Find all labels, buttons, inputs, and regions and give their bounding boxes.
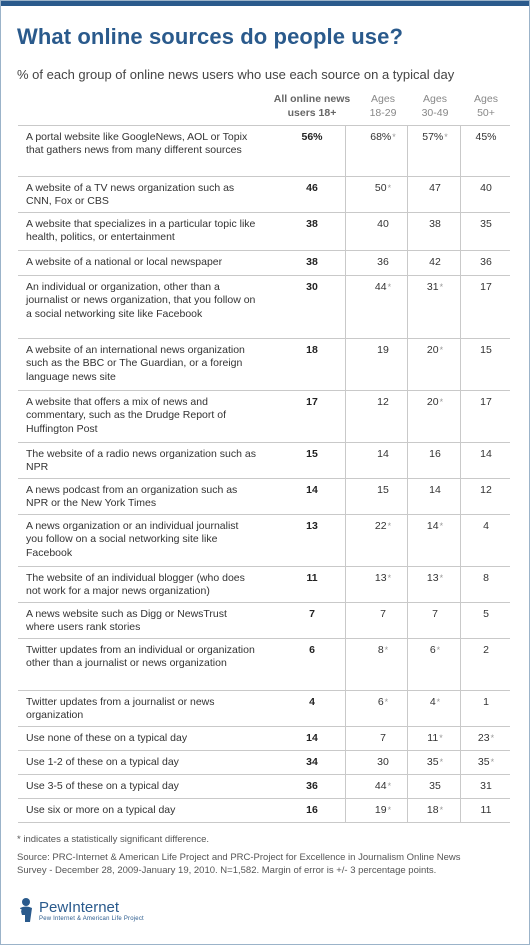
cell-value: 38 xyxy=(306,256,318,268)
cell-value: 6 xyxy=(377,696,384,708)
table-row xyxy=(18,514,510,567)
cell-value: 42 xyxy=(429,256,441,268)
row-label: The website of an individual blogger (who does not work for a major news organization) xyxy=(26,572,245,598)
column-separator xyxy=(460,125,461,822)
row-label: Twitter updates from an individual or organization other than a journalist or news organization xyxy=(26,644,255,670)
cell-50-plus xyxy=(468,572,504,585)
row-label: A portal website like GoogleNews, AOL or Topix that gathers news from many different sources xyxy=(26,131,248,157)
significance-marker: * xyxy=(439,757,444,767)
cell-30-49 xyxy=(417,344,453,357)
cell-value: 36 xyxy=(377,256,389,268)
significance-marker: * xyxy=(387,183,392,193)
cell-value: 15 xyxy=(480,344,492,356)
footnote: * indicates a statistically significant difference. xyxy=(17,834,210,845)
cell-50-plus xyxy=(468,696,504,709)
cell-value: 31 xyxy=(480,780,492,792)
chart-title: What online sources do people use? xyxy=(17,24,404,49)
cell-value: 20 xyxy=(426,396,439,408)
cell-30-49 xyxy=(417,131,453,144)
significance-marker: * xyxy=(436,645,441,655)
cell-all xyxy=(294,448,330,461)
cell-18-29 xyxy=(365,572,401,585)
cell-all xyxy=(294,281,330,294)
significance-marker: * xyxy=(490,757,495,767)
row-label: An individual or organization, other than a journalist or news organization, that you follow on a social networking site like Facebook xyxy=(26,281,256,320)
col-head-line1: All online news xyxy=(273,93,351,105)
cell-value: 17 xyxy=(480,281,492,293)
cell-all xyxy=(294,732,330,745)
cell-18-29 xyxy=(365,396,401,409)
significance-marker: * xyxy=(384,645,389,655)
cell-all xyxy=(294,644,330,657)
row-label: A news website such as Digg or NewsTrust where users rank stories xyxy=(26,608,227,634)
table-row xyxy=(18,602,510,639)
cell-value: 15 xyxy=(377,484,389,496)
significance-marker: * xyxy=(387,521,392,531)
cell-18-29 xyxy=(365,484,401,497)
cell-50-plus xyxy=(468,804,504,817)
cell-all xyxy=(294,218,330,231)
cell-50-plus xyxy=(468,281,504,294)
col-head-all xyxy=(267,92,357,120)
cell-value: 14 xyxy=(426,520,439,532)
table-row xyxy=(18,566,510,603)
cell-30-49 xyxy=(417,756,453,769)
cell-value: 4 xyxy=(429,696,436,708)
table-row xyxy=(18,250,510,276)
cell-18-29 xyxy=(365,608,401,621)
cell-value: 16 xyxy=(306,804,318,816)
cell-value: 20 xyxy=(426,344,439,356)
cell-value: 45% xyxy=(475,131,497,143)
row-label: Twitter updates from a journalist or news organization xyxy=(26,696,215,722)
cell-value: 14 xyxy=(306,732,318,744)
cell-value: 17 xyxy=(306,396,318,408)
cell-50-plus xyxy=(468,448,504,461)
row-label: The website of a radio news organization such as NPR xyxy=(26,448,256,474)
cell-18-29 xyxy=(365,732,401,745)
significance-marker: * xyxy=(387,805,392,815)
table-row xyxy=(18,726,510,751)
col-head-line2: 30-49 xyxy=(421,107,449,119)
cell-50-plus xyxy=(468,131,504,144)
cell-18-29 xyxy=(365,644,401,657)
cell-all xyxy=(294,344,330,357)
cell-value: 68% xyxy=(370,131,392,143)
cell-18-29 xyxy=(365,182,401,195)
significance-marker: * xyxy=(392,132,396,142)
cell-value: 46 xyxy=(306,182,318,194)
cell-value: 11 xyxy=(306,572,318,584)
col-head-line1: Ages xyxy=(423,93,447,105)
cell-all xyxy=(294,256,330,269)
table-row xyxy=(18,390,510,443)
cell-30-49 xyxy=(417,780,453,793)
source-note: Source: PRC-Internet & American Life Project and PRC-Project for Excellence in Journalism Online News Survey - December 28, 2009-January 19, 2010. N=1,582. Margin of error is +/- 3 percentage points. xyxy=(17,852,461,876)
table-row xyxy=(18,750,510,775)
row-label: A website that specializes in a particular topic like health, politics, or entertainment xyxy=(26,218,256,244)
cell-value: 13 xyxy=(374,572,387,584)
cell-value: 23 xyxy=(477,732,490,744)
cell-all xyxy=(294,608,330,621)
cell-18-29 xyxy=(365,696,401,709)
cell-value: 35 xyxy=(477,756,490,768)
row-label: A website of a national or local newspaper xyxy=(26,256,223,268)
col-head-line2: 18-29 xyxy=(369,107,397,119)
cell-value: 12 xyxy=(377,396,389,408)
table-row xyxy=(18,338,510,391)
cell-30-49 xyxy=(417,572,453,585)
cell-all xyxy=(294,396,330,409)
cell-30-49 xyxy=(417,182,453,195)
cell-value: 7 xyxy=(432,608,438,620)
cell-all xyxy=(294,572,330,585)
cell-all xyxy=(294,182,330,195)
col-head-line1: Ages xyxy=(474,93,498,105)
significance-marker: * xyxy=(439,573,444,583)
cell-value: 7 xyxy=(309,608,315,620)
cell-18-29 xyxy=(365,281,401,294)
cell-30-49 xyxy=(417,218,453,231)
table-row xyxy=(18,690,510,727)
cell-value: 8 xyxy=(377,644,384,656)
col-head-30-49 xyxy=(410,92,460,120)
row-label: Use none of these on a typical day xyxy=(26,732,188,744)
cell-value: 56% xyxy=(301,131,323,143)
cell-value: 5 xyxy=(483,608,489,620)
cell-value: 4 xyxy=(483,520,489,532)
significance-marker: * xyxy=(439,397,444,407)
cell-value: 4 xyxy=(309,696,315,708)
cell-50-plus xyxy=(468,396,504,409)
table-row xyxy=(18,275,510,339)
cell-50-plus xyxy=(468,484,504,497)
cell-all xyxy=(294,780,330,793)
cell-value: 40 xyxy=(480,182,492,194)
table-row xyxy=(18,798,510,823)
significance-marker: * xyxy=(439,805,444,815)
cell-value: 30 xyxy=(377,756,389,768)
row-label: A website of a TV news organization such as CNN, Fox or CBS xyxy=(26,182,235,208)
cell-value: 34 xyxy=(306,756,318,768)
cell-30-49 xyxy=(417,732,453,745)
cell-value: 11 xyxy=(427,732,439,744)
cell-18-29 xyxy=(365,780,401,793)
table-row xyxy=(18,774,510,799)
cell-value: 2 xyxy=(483,644,489,656)
cell-value: 17 xyxy=(480,396,492,408)
logo-wordmark: PewInternet xyxy=(39,899,120,916)
pew-logo-icon xyxy=(17,897,35,923)
row-label: A news organization or an individual journalist you follow on a social networking site like Facebook xyxy=(26,520,239,559)
cell-value: 14 xyxy=(306,484,318,496)
table-row xyxy=(18,478,510,515)
cell-50-plus xyxy=(468,644,504,657)
cell-30-49 xyxy=(417,281,453,294)
cell-all xyxy=(294,756,330,769)
cell-value: 12 xyxy=(480,484,492,496)
cell-value: 38 xyxy=(429,218,441,230)
table-row xyxy=(18,638,510,691)
cell-30-49 xyxy=(417,484,453,497)
significance-marker: * xyxy=(439,733,443,743)
cell-value: 14 xyxy=(377,448,389,460)
table-row xyxy=(18,176,510,213)
significance-marker: * xyxy=(439,521,444,531)
cell-30-49 xyxy=(417,804,453,817)
significance-marker: * xyxy=(387,781,392,791)
cell-all xyxy=(294,696,330,709)
cell-value: 36 xyxy=(306,780,318,792)
cell-50-plus xyxy=(468,182,504,195)
cell-all xyxy=(294,520,330,533)
cell-50-plus xyxy=(468,732,504,745)
cell-50-plus xyxy=(468,344,504,357)
cell-value: 11 xyxy=(480,804,492,816)
col-head-line1: Ages xyxy=(371,93,395,105)
row-label: Use six or more on a typical day xyxy=(26,804,176,816)
cell-value: 35 xyxy=(429,780,441,792)
cell-30-49 xyxy=(417,256,453,269)
cell-value: 15 xyxy=(306,448,318,460)
cell-50-plus xyxy=(468,780,504,793)
cell-18-29 xyxy=(365,756,401,769)
cell-all xyxy=(294,131,330,144)
cell-value: 44 xyxy=(374,780,387,792)
top-accent-bar xyxy=(1,1,529,6)
cell-value: 18 xyxy=(426,804,439,816)
cell-50-plus xyxy=(468,218,504,231)
cell-value: 36 xyxy=(480,256,492,268)
cell-50-plus xyxy=(468,756,504,769)
table-bottom-rule xyxy=(18,822,510,823)
significance-marker: * xyxy=(384,697,389,707)
cell-value: 35 xyxy=(480,218,492,230)
chart-subtitle: % of each group of online news users who use each source on a typical day xyxy=(17,67,455,82)
significance-marker: * xyxy=(387,282,392,292)
cell-value: 16 xyxy=(429,448,441,460)
column-separator xyxy=(407,125,408,822)
cell-18-29 xyxy=(365,344,401,357)
cell-value: 13 xyxy=(306,520,318,532)
cell-30-49 xyxy=(417,520,453,533)
table-row xyxy=(18,212,510,251)
significance-marker: * xyxy=(439,282,444,292)
cell-30-49 xyxy=(417,644,453,657)
cell-18-29 xyxy=(365,218,401,231)
cell-18-29 xyxy=(365,804,401,817)
cell-value: 22 xyxy=(374,520,387,532)
col-head-18-29 xyxy=(358,92,408,120)
cell-value: 6 xyxy=(429,644,436,656)
cell-value: 35 xyxy=(426,756,439,768)
cell-all xyxy=(294,484,330,497)
cell-30-49 xyxy=(417,448,453,461)
col-head-50-plus xyxy=(461,92,511,120)
table-row xyxy=(18,125,510,177)
col-head-line2: users 18+ xyxy=(287,107,337,119)
cell-value: 44 xyxy=(374,281,387,293)
cell-value: 13 xyxy=(426,572,439,584)
row-label: A website that offers a mix of news and commentary, such as the Drudge Report of Huffington Post xyxy=(26,396,226,435)
cell-18-29 xyxy=(365,256,401,269)
cell-value: 19 xyxy=(377,344,389,356)
cell-value: 38 xyxy=(306,218,318,230)
row-label: Use 1-2 of these on a typical day xyxy=(26,756,179,768)
cell-30-49 xyxy=(417,696,453,709)
row-label: Use 3-5 of these on a typical day xyxy=(26,780,179,792)
row-label: A news podcast from an organization such as NPR or the New York Times xyxy=(26,484,238,510)
cell-value: 40 xyxy=(377,218,389,230)
cell-value: 14 xyxy=(480,448,492,460)
cell-30-49 xyxy=(417,396,453,409)
column-separator xyxy=(345,125,346,822)
cell-value: 19 xyxy=(374,804,387,816)
cell-value: 8 xyxy=(483,572,489,584)
cell-value: 7 xyxy=(380,608,386,620)
cell-18-29 xyxy=(365,520,401,533)
cell-value: 57% xyxy=(422,131,444,143)
row-label: A website of an international news organization such as the BBC or The Guardian, or a foreign language news site xyxy=(26,344,245,383)
cell-18-29 xyxy=(365,448,401,461)
logo-tagline: Pew Internet & American Life Project xyxy=(39,916,144,922)
significance-marker: * xyxy=(439,345,444,355)
cell-value: 31 xyxy=(426,281,439,293)
cell-50-plus xyxy=(468,256,504,269)
cell-value: 47 xyxy=(429,182,441,194)
cell-value: 30 xyxy=(306,281,318,293)
cell-18-29 xyxy=(365,131,401,144)
cell-value: 50 xyxy=(374,182,387,194)
cell-value: 14 xyxy=(429,484,441,496)
significance-marker: * xyxy=(436,697,441,707)
cell-value: 18 xyxy=(306,344,318,356)
cell-30-49 xyxy=(417,608,453,621)
significance-marker: * xyxy=(490,733,495,743)
cell-value: 6 xyxy=(309,644,315,656)
significance-marker: * xyxy=(444,132,448,142)
cell-50-plus xyxy=(468,520,504,533)
cell-value: 1 xyxy=(483,696,489,708)
table-row xyxy=(18,442,510,479)
cell-value: 7 xyxy=(380,732,386,744)
col-head-line2: 50+ xyxy=(477,107,495,119)
cell-all xyxy=(294,804,330,817)
significance-marker: * xyxy=(387,573,392,583)
cell-50-plus xyxy=(468,608,504,621)
